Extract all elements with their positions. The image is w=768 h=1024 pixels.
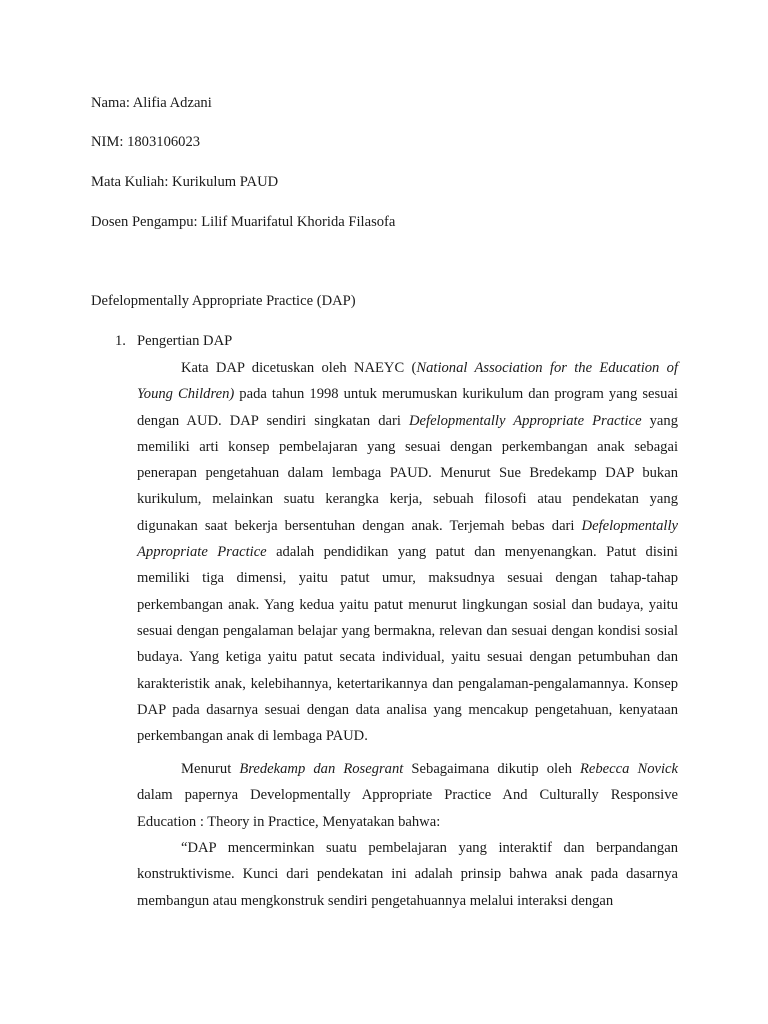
italic-run: Defelopmentally Appropriate Practice (409, 412, 642, 429)
text-run: Sebagaimana dikutip oleh (403, 761, 580, 777)
italic-run: Defelopmentally Appropriate Practice (137, 517, 678, 561)
text-run: adalah pendidikan yang patut dan menyenangkan. Patut disini memiliki tiga dimensi, yaitu patut umur, maksudnya sesuai dengan tahap-tahap perkembangan anak. Yang kedua yaitu patut menurut lingkungan sosial dan budaya, yaitu sesuai dengan pengalaman belajar yang bermakna, relevan dan sesuai dengan kondisi sosial budaya. Yang ketiga yaitu patut secata individual, yaitu sesuai dengan petumbuhan dan karakteristik anak, kelebihannya, ketertarikannya dan pengalaman-pengalamannya. Konsep DAP pada dasarnya sesuai dengan data analisa yang mencakup pengetahuan, kenyataan perkembangan anak di lembaga PAUD. (137, 544, 678, 745)
section-heading: Pengertian DAP (137, 333, 233, 349)
document-title: Defelopmentally Appropriate Practice (DAP) (91, 293, 356, 309)
text-run: Menurut (181, 761, 240, 777)
paragraph-citation (137, 756, 678, 835)
italic-run: Bredekamp dan Rosegrant (239, 761, 404, 777)
text-run: Kata DAP dicetuskan oleh NAEYC ( (181, 360, 417, 376)
paragraph-quote: “DAP mencerminkan suatu pembelajaran yang interaktif dan berpandangan konstruktivisme. Kunci dari pendekatan ini adalah prinsip bahwa anak pada dasarnya membangun atau mengkonstruk sendiri pengetahuannya melalui interaksi dengan (137, 840, 678, 909)
paragraph-definition (137, 355, 678, 749)
list-number: 1. (115, 333, 126, 349)
italic-run: National Association for the Education of Young Children) (137, 360, 678, 403)
student-name: Nama: Alifia Adzani (91, 95, 212, 111)
student-nim: NIM: 1803106023 (91, 134, 201, 150)
course-name: Mata Kuliah: Kurikulum PAUD (91, 174, 279, 190)
text-run: yang memiliki arti konsep pembelajaran yang sesuai dengan perkembangan anak sebagai penerapan pengetahuan dalam lembaga PAUD. Menurut Sue Bredekamp DAP bukan kurikulum, melainkan suatu kerangka kerja, sebuah filosofi atau pendekatan yang digunakan saat bekerja bersentuhan dengan anak. Terjemah bebas dari (137, 412, 678, 534)
text-run: dalam papernya Developmentally Appropriate Practice And Culturally Responsive Education : Theory in Practice, Menyatakan bahwa: (137, 787, 678, 830)
text-run: pada tahun 1998 untuk merumuskan kurikulum dan program yang sesuai dengan AUD. DAP sendiri singkatan dari (137, 386, 678, 429)
italic-run: Rebecca Novick (579, 761, 678, 777)
lecturer-name: Dosen Pengampu: Lilif Muarifatul Khorida Filasofa (91, 214, 396, 230)
